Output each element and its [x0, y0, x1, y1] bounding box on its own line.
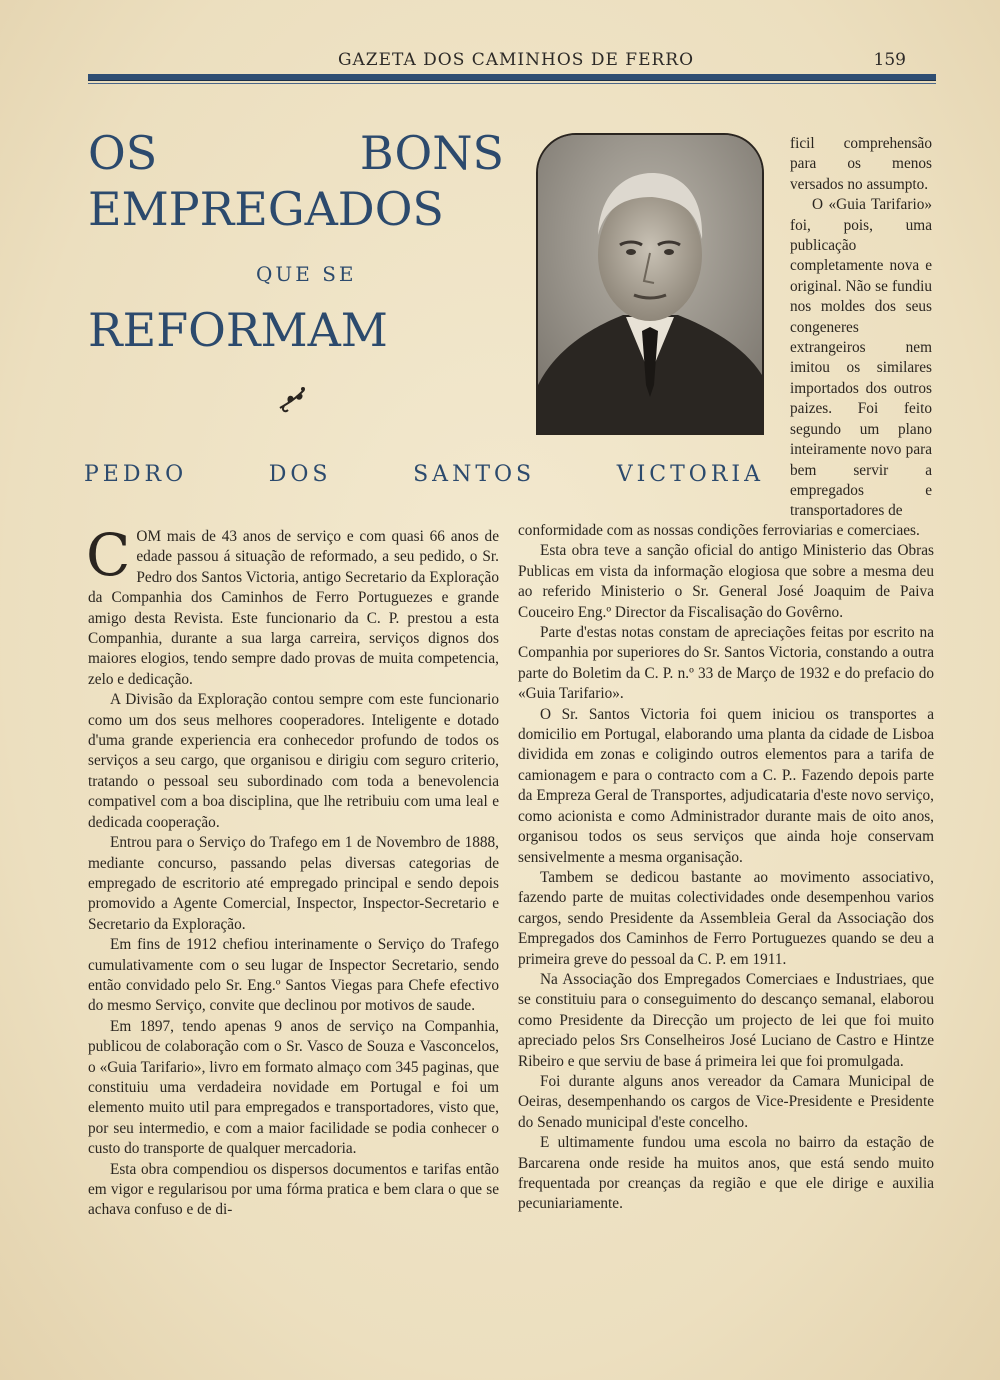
subject-name: PEDRO DOS SANTOS VICTORIA — [84, 462, 764, 487]
left-paragraph-4: Em fins de 1912 chefiou interinamente o Serviço do Trafego cumulativamente com o seu lugar de Inspector Secretario, sendo então convidado pelo Sr. Eng.º Santos Viegas para Chefe efectivo do mesmo Serviço, convite que declinou por motivos de saude. — [88, 936, 499, 1015]
right-paragraph-2: Parte d'estas notas constam de apreciações feitas por escrito na Companhia por superiores do Sr. Santos Victoria, constando a outra parte do Boletim da C. P. n.º 33 de Março de 1932 e do prefacio do «Guia Tarifario». — [518, 624, 934, 703]
sidebar-paragraph-2: O «Guia Tarifario» foi, pois, uma publicação completamente nova e original. Não se fundiu nos moldes dos seus congeneres extrangeiros nem imitou os similares importados dos outros paizes. Foi feito segundo um plano inteiramente novo para bem servir a empregados e transportadores de — [790, 196, 932, 520]
left-paragraph-2: A Divisão da Exploração contou sempre com este funcionario como um dos seus melhores cooperadores. Inteligente e dotado d'uma grande experiencia era conhecedor profundo de todos os serviços a seu cargo, que organisou e dirigiu com seguro criterio, tratando o pessoal seu subordinado com toda a benevolencia compativel com a boa disciplina, que lhe retribuiu com uma leal e dedicada cooperação. — [88, 691, 499, 831]
right-paragraph-5: Na Associação dos Empregados Comerciaes e Industriaes, que se constituiu para o conseguimento do descanço semanal, elaborou como Presidente da Direcção um projecto de lei que foi muito apreciado pelos Srs Conselheiros José Luciano de Castro e Hintze Ribeiro e que serviu de base á primeira lei que foi promulgada. — [518, 970, 934, 1070]
title-line-1: OS BONS — [88, 126, 504, 180]
drop-cap: C — [86, 521, 131, 589]
right-paragraph-3: O Sr. Santos Victoria foi quem iniciou os transportes a domicilio em Portugal, elaborando uma planta da cidade de Lisboa dividida em zonas e coligindo outros elementos para a tarifa de camionagem e para o contracto com a C. P.. Fazendo depois parte da Empreza Geral de Transportes, adjudicataria d'este novo serviço, como acionista e como Administrador durante mais de oito anos, organisou todos os seus serviços que ainda hoje conservam sensivelmente a mesma organisação. — [518, 705, 934, 866]
left-paragraph-1 — [86, 521, 499, 690]
title-connector: QUE SE — [256, 262, 357, 286]
left-paragraph-6: Esta obra compendiou os dispersos documentos e tarifas então em vigor e regularisou por uma fórma pratica e bem clara o que se achava confuso e de di- — [88, 1160, 499, 1219]
sidebar-paragraph-1: ficil comprehensão para os menos versados no assumpto. — [790, 135, 932, 193]
portrait-photo — [536, 133, 764, 435]
right-paragraph-6: Foi durante alguns anos vereador da Camara Municipal de Oeiras, desempenhando os cargos de Vice-Presidente e Presidente do Senado municipal d'este concelho. — [518, 1072, 934, 1131]
page-number: 159 — [873, 50, 906, 70]
right-column — [518, 521, 934, 1215]
left-paragraph-5: Em 1897, tendo apenas 9 anos de serviço na Companhia, publicou de colaboração com o Sr. Vasco de Souza e Vasconcelos, o «Guia Tarifario», livro em formato almaço com 345 paginas, que constituiu uma verdadeira novidade em Portugal e foi um elemento muito util para empregados e transportadores, visto que, por seu intermedio, e com a maior facilidade se podia conhecer o custo do transporte de qualquer mercadoria. — [88, 1017, 499, 1158]
right-paragraph-1: Esta obra teve a sanção oficial do antigo Ministerio das Obras Publicas em vista da informação elogiosa que sobre a mesma deu ao referido Ministerio o Sr. General José Joaquim de Paiva Couceiro Eng.º Director da Fiscalisação do Govêrno. — [518, 542, 934, 621]
left-paragraph-1-text: OM mais de 43 anos de serviço e com quasi 66 anos de edade passou á situação de reformado, a seu pedido, o Sr. Pedro dos Santos Victoria, antigo Secretario da Exploração da Companhia dos Caminhos de Ferro Portuguezes e grande amigo desta Revista. Este funcionario da C. P. prestou a esta Companhia, durante a sua larga carreira, serviços dignos dos maiores elogios, tendo sempre dado provas de muita competencia, zelo e dedicação. — [88, 528, 499, 688]
right-paragraph-7: E ultimamente fundou uma escola no bairro da estação de Barcarena onde reside ha muitos anos, que está sendo muito frequentada por creanças da região e que ele dirige e auxilia pecuniariamente. — [518, 1134, 934, 1213]
running-header — [88, 48, 936, 74]
header-rule-thin — [88, 83, 936, 84]
left-paragraph-3: Entrou para o Serviço do Trafego em 1 de Novembro de 1888, mediante concurso, passando pelas diversas categorias de empregado de escritorio até empregado principal e sendo depois promovido a Agente Comercial, Inspector, Inspector-Secretario e Secretario da Exploração. — [88, 834, 499, 933]
header-rule — [88, 74, 936, 81]
sidebar-column — [790, 134, 932, 522]
title-line-3: REFORMAM — [88, 303, 388, 357]
right-paragraph-0: conformidade com as nossas condições ferroviarias e comerciaes. — [518, 522, 920, 539]
fleuron-icon — [276, 382, 310, 416]
left-column — [86, 521, 499, 1221]
right-paragraph-4: Tambem se dedicou bastante ao movimento associativo, fazendo parte de muitas colectividades onde desempenhou varios cargos, sendo Presidente da Assembleia Geral da Associação dos Empregados dos Caminhos de Ferro Portuguezes quando se deu a primeira greve do pessoal da C. P. em 1911. — [518, 868, 934, 968]
journal-title: GAZETA DOS CAMINHOS DE FERRO — [337, 50, 695, 70]
title-line-2: EMPREGADOS — [88, 182, 444, 236]
